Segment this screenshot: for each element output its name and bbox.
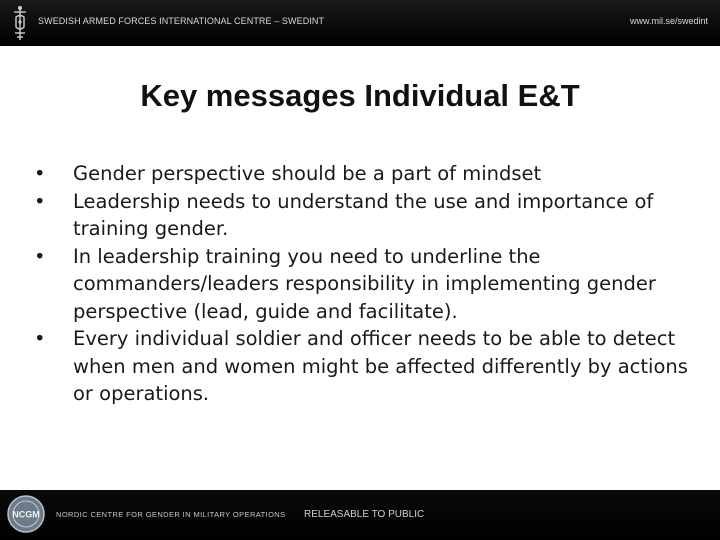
- bullet-text: Gender perspective should be a part of mindset: [73, 162, 542, 185]
- centre-name: NORDIC CENTRE FOR GENDER IN MILITARY OPERATIONS: [56, 510, 286, 519]
- bullet-text: Every individual soldier and officer needs to be able to detect when men and women might be affected differently by actions or operations.: [73, 327, 688, 405]
- website-url: www.mil.se/swedint: [629, 16, 708, 26]
- list-item: [34, 160, 694, 188]
- bullet-marker: •: [34, 327, 46, 350]
- bullet-marker: •: [34, 244, 46, 268]
- bullet-text: Leadership needs to understand the use and importance of training gender.: [73, 189, 654, 240]
- slide-title: Key messages Individual E&T: [140, 78, 580, 113]
- footer-band: [0, 490, 720, 540]
- armed-forces-emblem-icon: [8, 3, 32, 43]
- classification-label: RELEASABLE TO PUBLIC: [304, 509, 425, 520]
- organization-name: SWEDISH ARMED FORCES INTERNATIONAL CENTRE – SWEDINT: [38, 16, 325, 26]
- list-item: [34, 243, 694, 326]
- bullet-marker: •: [34, 189, 46, 213]
- header-band: [0, 0, 720, 46]
- bullet-list: [34, 160, 694, 408]
- list-item: [34, 188, 694, 243]
- bullet-text: In leadership training you need to underline the commanders/leaders responsibility in implementing gender perspective (lead, guide and facilitate).: [73, 244, 656, 323]
- list-item: [34, 325, 694, 408]
- bullet-marker: •: [34, 162, 46, 185]
- ncgm-logo-icon: [6, 494, 46, 534]
- logo-lettering: NCGM: [12, 509, 40, 520]
